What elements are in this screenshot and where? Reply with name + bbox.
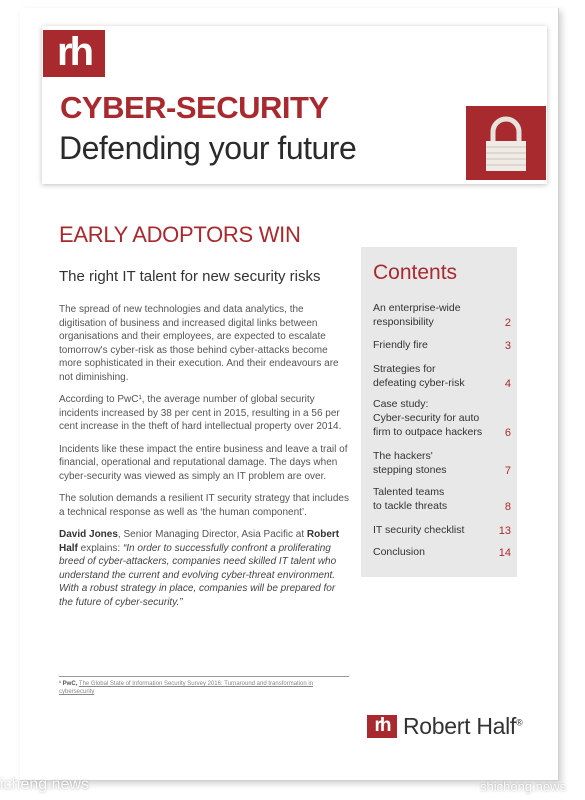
paragraph: The solution demands a resilient IT security strategy that includes a technical response as well as ‘the human component’. [59,493,349,518]
robert-half-wordmark: Robert Half® [403,713,523,739]
toc-page-number: 8 [504,501,511,513]
toc-page-number: 3 [504,340,511,352]
registered-mark: ® [516,717,523,728]
toc-item[interactable] [373,449,511,477]
toc-item-label: An enterprise-wide [373,302,461,314]
section-subheading: The right IT talent for new security risks [59,268,321,285]
padlock-icon [466,106,546,180]
section-heading: EARLY ADOPTORS WIN [59,222,301,247]
toc-page-number: 14 [498,547,511,559]
footnote [59,676,349,696]
footnote-link[interactable]: The Global State of Information Security Survey 2016: Turnaround and transformation in cybersecurity [59,681,314,695]
quote-name: David Jones [59,529,118,540]
watermark-left: icheng.news [0,776,89,793]
toc-item-label: defeating cyber-risk [373,377,465,389]
toc-item[interactable] [373,338,511,352]
table-of-contents [361,247,517,577]
toc-item[interactable] [373,301,511,329]
document-title: CYBER-SECURITY [60,90,329,125]
toc-item-label: stepping stones [373,464,447,476]
quote-text: “In order to successfully confront a proliferating breed of cyber-attackers, companies need skilled IT talent who understand the current and evolving cyber-threat environment. With a robust strategy in place, companies will be prepared for the future of cyber-security.” [59,542,337,608]
quote-company: Robert Half [59,529,340,554]
toc-item-label: Strategies for [373,363,436,375]
contents-title: Contents [373,261,458,284]
rh-logo: rh [43,30,105,77]
toc-item-label: Talented teams [373,486,445,498]
toc-item-label: The hackers' [373,450,433,462]
toc-page-number: 6 [504,427,511,439]
document-subtitle: Defending your future [59,130,357,166]
paragraph: According to PwC¹, the average number of global security incidents increased by 38 per cent in 2015, resulting in a 56 per cent increase in the theft of hard intellectual property over 2014. [59,394,342,432]
paragraph: Incidents like these impact the entire business and leave a trail of financial, operational and reputational damage. The days when cyber-security was viewed as simply an IT problem are over. [59,443,348,482]
toc-item-label: Friendly fire [373,339,428,351]
toc-page-number: 7 [504,465,511,477]
toc-page-number: 2 [504,317,511,329]
toc-item-label: to tackle threats [373,500,448,512]
toc-item-label: Case study: [373,398,429,410]
quote-role: , Senior Managing Director, Asia Pacific at [117,529,305,540]
watermark-right: shicheng.news [480,779,566,794]
toc-page-number: 13 [498,525,511,537]
quote-explains: explains: [77,542,123,554]
toc-item[interactable] [373,523,511,537]
quote-paragraph [59,528,349,609]
toc-page-number: 4 [504,378,511,390]
toc-item[interactable] [373,397,511,439]
footnote-marker: ¹ PwC, [59,681,78,687]
toc-item[interactable] [373,485,511,513]
toc-item[interactable] [373,545,511,559]
toc-item-label: IT security checklist [373,524,465,536]
article-body [59,303,349,618]
robert-half-logo-mark: rh [367,715,397,738]
toc-item[interactable] [373,362,511,390]
toc-item-label: Conclusion [373,546,425,558]
toc-item-label: Cyber-security for auto firm to outpace hackers [373,412,483,438]
toc-item-label: responsibility [373,316,434,328]
paragraph: The spread of new technologies and data analytics, the digitisation of business and increased digital links between organisations and their employees, are expected to escalate tomorrow's cyber-risk as those behind cyber-attacks become more sophisticated in their execution. And their endeavours are not diminishing. [59,304,339,383]
